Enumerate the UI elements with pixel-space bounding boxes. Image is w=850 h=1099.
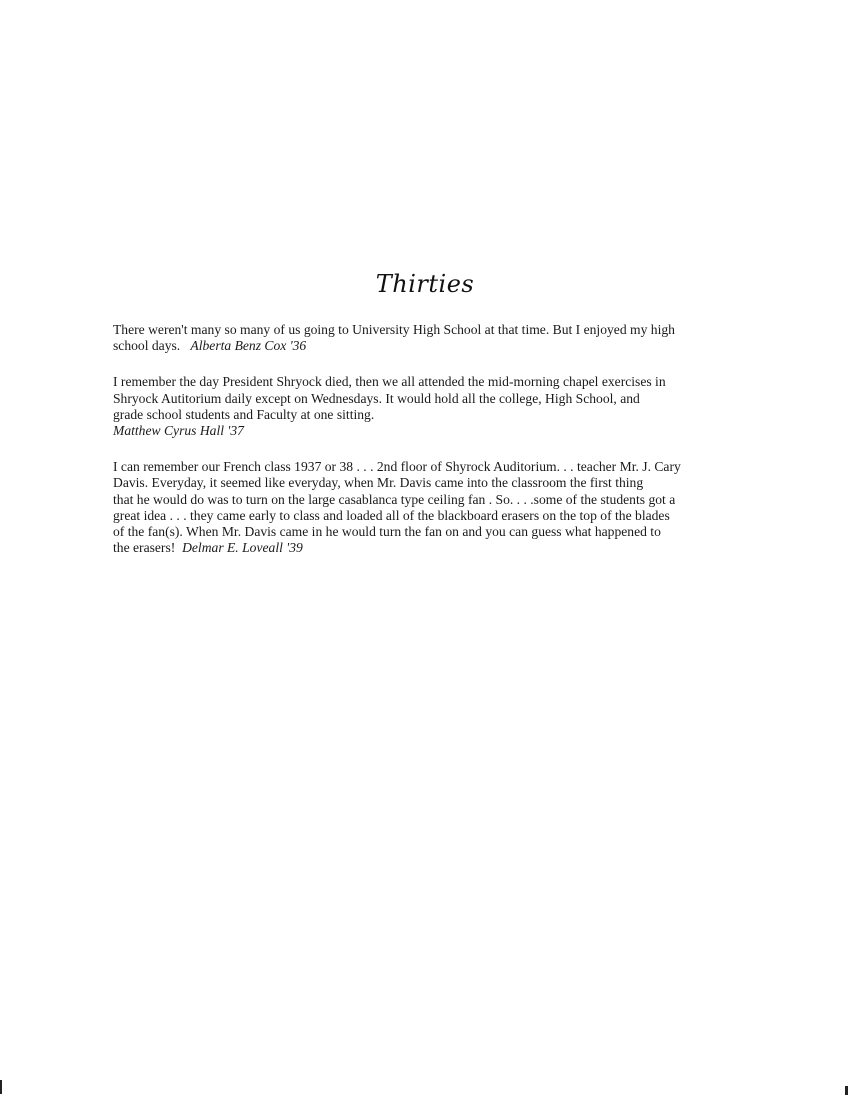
memory-line: school days. (113, 338, 181, 354)
memory-entry-hall (113, 374, 763, 439)
memory-line: There weren't many so many of us going to University High School at that time. But I enjoyed my high (113, 322, 675, 337)
memory-entry-cox (113, 322, 763, 354)
memory-line: of the fan(s). When Mr. Davis came in he would turn the fan on and you can guess what happened to (113, 524, 661, 540)
memory-line: Davis. Everyday, it seemed like everyday, when Mr. Davis came into the classroom the first thing (113, 475, 644, 491)
memory-line-with-author (113, 338, 763, 354)
memory-line: Shryock Autitorium daily except on Wednesdays. It would hold all the college, High School, and (113, 390, 640, 406)
memory-line-with-author (113, 540, 763, 556)
scan-edge-mark-left (0, 1080, 2, 1094)
memory-line: great idea . . . they came early to class and loaded all of the blackboard erasers on the top of the blades (113, 507, 670, 523)
memories-section (113, 322, 763, 576)
scan-edge-mark-right (845, 1086, 848, 1095)
memory-author: Delmar E. Loveall '39 (182, 540, 303, 556)
memory-line: I remember the day President Shryock died, then we all attended the mid-morning chapel exercises in (113, 374, 666, 390)
memory-author: Alberta Benz Cox '36 (190, 338, 307, 354)
memory-line: I can remember our French class 1937 or 38 . . . 2nd floor of Shyrock Auditorium. . . teacher Mr. J. Cary (113, 459, 681, 475)
memory-entry-loveall (113, 459, 763, 556)
memory-line: the erasers! (113, 540, 176, 556)
page-title: Thirties (375, 270, 475, 298)
memory-line: grade school students and Faculty at one sitting. (113, 406, 375, 422)
memory-author: Matthew Cyrus Hall '37 (113, 423, 244, 439)
memory-line: that he would do was to turn on the large casablanca type ceiling fan . So. . . .some of the students got a (113, 491, 676, 507)
